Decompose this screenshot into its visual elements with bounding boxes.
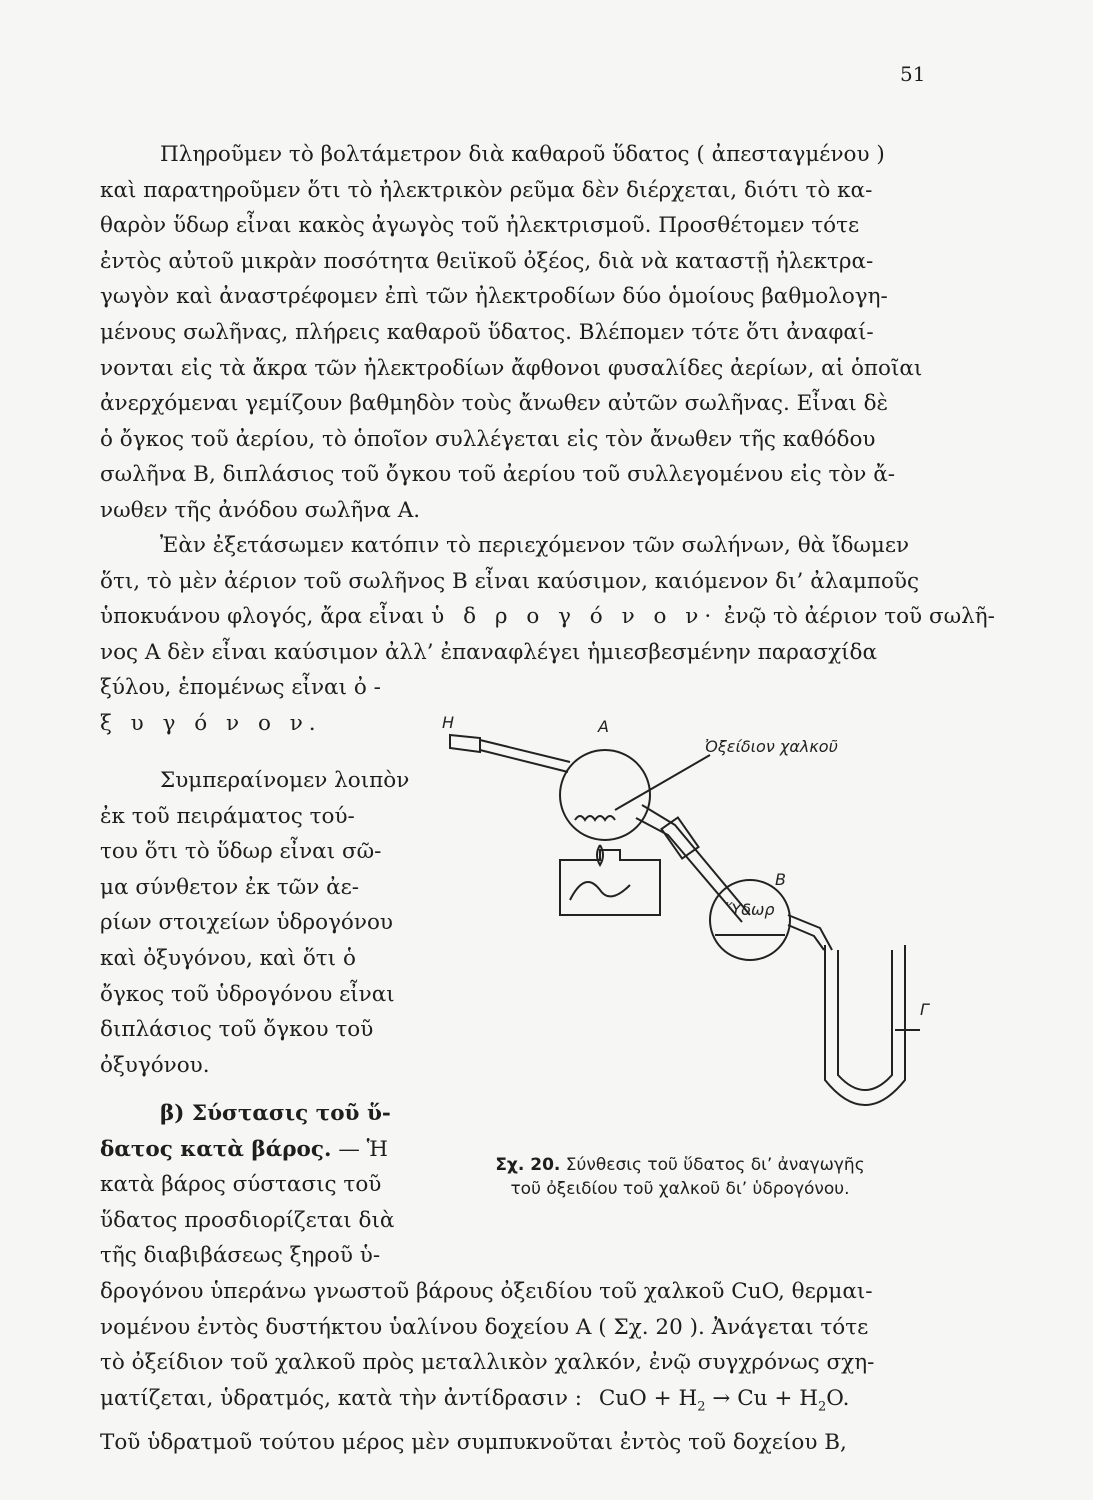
emphasized-word: ξ υ γ ό ν ο ν.: [100, 710, 322, 736]
figure-caption: [430, 1153, 930, 1201]
text-line: ἀνερχόμεναι γεμίζουν βαθμηδὸν τοὺς ἄνωθεν αὐτῶν σωλῆνας. Εἶναι δὲ: [100, 391, 889, 417]
text-line: κατὰ βάρος σύστασις τοῦ: [100, 1172, 382, 1198]
eq-plus: +: [774, 1385, 793, 1411]
inlet-nozzle: [450, 735, 480, 752]
text-line: Ἐὰν ἐξετάσωμεν κατόπιν τὸ περιεχόμενον τῶν σωλήνων, θὰ ἴδωμεν: [160, 533, 910, 558]
eq-term: CuO: [598, 1385, 647, 1411]
text-fragment: ματίζεται, ὑδρατμός, κατὰ τὴν ἀντίδρασιν :: [100, 1385, 582, 1411]
eq-arrow: →: [712, 1385, 731, 1411]
apparatus-drawing: [420, 710, 930, 1120]
burner: [560, 850, 660, 915]
text-line: θαρὸν ὕδωρ εἶναι κακὸς ἀγωγὸς τοῦ ἠλεκτρισμοῦ. Προσθέτομεν τότε: [100, 213, 860, 239]
text-line: μα σύνθετον ἐκ τῶν ἀε-: [100, 874, 360, 900]
eq-subscript: 2: [817, 1399, 827, 1415]
eq-plus: +: [653, 1385, 672, 1411]
text-line: ὄγκος τοῦ ὑδρογόνου εἶναι: [100, 981, 395, 1007]
label-water: Ὕδωρ: [725, 900, 775, 919]
text-line: ὁ ὄγκος τοῦ ἀερίου, τὸ ὁποῖον συλλέγεται εἰς τὸν ἄνωθεν τῆς καθόδου: [100, 426, 876, 452]
flask-b: [710, 880, 790, 960]
label-b: B: [775, 870, 786, 889]
oxide-pointer: [615, 755, 710, 810]
eq-term: H: [678, 1385, 698, 1411]
figure-20-apparatus: [420, 710, 930, 1120]
text-line: καὶ ὀξυγόνου, καὶ ὅτι ὁ: [100, 945, 356, 971]
text-fragment: ἐνῷ τὸ ἀέριον τοῦ σωλῆ-: [724, 604, 995, 630]
text-line: νομένου ἐντὸς δυστήκτου ὑαλίνου δοχείου Α ( Σχ. 20 ). Ἀνάγεται τότε: [100, 1314, 869, 1340]
eq-term: O.: [826, 1385, 850, 1411]
text-line: ἐκ τοῦ πειράματος τού-: [100, 803, 355, 829]
text-line: νος Α δὲν εἶναι καύσιμον ἀλλ’ ἐπαναφλέγει ἡμιεσβεσμένην παρασχίδα: [100, 639, 878, 665]
text-line: γωγὸν καὶ ἀναστρέφομεν ἐπὶ τῶν ἠλεκτροδίων δύο ὁμοίους βαθμολογη-: [100, 284, 888, 310]
text-line: ἐντὸς αὐτοῦ μικρὰν ποσότητα θειϊκοῦ ὀξέος, διὰ νὰ καταστῇ ἠλεκτρα-: [100, 248, 874, 274]
text-line: νωθεν τῆς ἀνόδου σωλῆνα Α.: [100, 497, 421, 523]
text-line: Τοῦ ὑδρατμοῦ τούτου μέρος μὲν συμπυκνοῦται ἐντὸς τοῦ δοχείου Β,: [100, 1429, 847, 1455]
text-line: ξύλου, ἑπομένως εἶναι ὀ -: [100, 675, 381, 701]
caption-text: Σύνθεσις τοῦ ὕδατος δι’ ἀναγωγῆς: [565, 1155, 865, 1175]
page-number: 51: [900, 62, 926, 86]
eq-term: Cu: [737, 1385, 768, 1411]
section-heading: δατος κατὰ βάρος.: [100, 1136, 332, 1162]
text-line: Συμπεραίνομεν λοιπὸν: [160, 768, 410, 793]
text-line: διπλάσιος τοῦ ὄγκου τοῦ: [100, 1017, 374, 1043]
caption-line: τοῦ ὀξειδίου τοῦ χαλκοῦ δι’ ὑδρογόνου.: [510, 1179, 850, 1199]
copper-oxide: [575, 816, 615, 820]
text-line: νονται εἰς τὰ ἄκρα τῶν ἠλεκτροδίων ἄφθονοι φυσαλίδες ἀερίων, αἱ ὁποῖαι: [100, 355, 923, 381]
burner-hose: [570, 882, 630, 900]
label-oxide: Ὀξείδιον χαλκοῦ: [705, 737, 838, 756]
chemical-equation: [589, 1385, 850, 1415]
text-line: ὕδατος προσδιορίζεται διὰ: [100, 1207, 395, 1233]
text-line: ὀξυγόνου.: [100, 1052, 210, 1078]
text-line: ρίων στοιχείων ὑδρογόνου: [100, 910, 393, 936]
text-line: του ὅτι τὸ ὕδωρ εἶναι σῶ-: [100, 839, 382, 865]
flask-a: [560, 750, 650, 840]
text-line: Πληροῦμεν τὸ βολτάμετρον διὰ καθαροῦ ὕδατος ( ἀπεσταγμένου ): [160, 142, 885, 167]
inlet-tube: [480, 740, 570, 772]
text-line: δρογόνου ὑπεράνω γνωστοῦ βάρους ὀξειδίου τοῦ χαλκοῦ CuO, θερμαι-: [100, 1278, 873, 1304]
text-line: ὅτι, τὸ μὲν ἀέριον τοῦ σωλῆνος Β εἶναι καύσιμον, καιόμενον δι’ ἀλαμποῦς: [100, 568, 920, 594]
text-line: μένους σωλῆνας, πλήρεις καθαροῦ ὕδατος. Βλέπομεν τότε ὅτι ἀναφαί-: [100, 319, 874, 345]
label-a: A: [598, 717, 609, 736]
section-heading: β) Σύστασις τοῦ ὕ-: [160, 1101, 391, 1126]
emphasized-word: ὑ δ ρ ο γ ό ν ο ν·: [431, 604, 718, 630]
text-line: [100, 1381, 930, 1425]
eq-subscript: 2: [697, 1399, 706, 1415]
paragraph-1: [100, 137, 930, 529]
caption-line: [430, 1153, 930, 1177]
eq-term: H: [799, 1385, 818, 1411]
text-line: τῆς διαβιβάσεως ξηροῦ ὑ-: [100, 1243, 381, 1269]
section-composition-by-weight: [100, 1096, 930, 1460]
text-line: τὸ ὀξείδιον τοῦ χαλκοῦ πρὸς μεταλλικὸν χαλκόν, ἐνῷ συγχρόνως σχη-: [100, 1350, 875, 1376]
caption-number: Σχ. 20.: [495, 1155, 561, 1175]
label-h: H: [442, 713, 455, 732]
paragraph-3: [100, 763, 410, 1083]
text-line: καὶ παρατηροῦμεν ὅτι τὸ ἠλεκτρικὸν ρεῦμα δὲν διέρχεται, διότι τὸ κα-: [100, 177, 873, 203]
text-line: [100, 599, 995, 635]
u-tube-inner: [838, 950, 892, 1090]
rubber-joint: [661, 818, 698, 859]
text-fragment: — Ἡ: [338, 1136, 388, 1162]
text-line: σωλῆνα Β, διπλάσιος τοῦ ὄγκου τοῦ ἀερίου τοῦ συλλεγομένου εἰς τὸν ἄ-: [100, 462, 895, 488]
outlet-tube: [788, 915, 832, 950]
text-fragment: ὑποκυάνου φλογός, ἄρα εἶναι: [100, 604, 425, 630]
label-gamma: Γ: [920, 1000, 929, 1019]
